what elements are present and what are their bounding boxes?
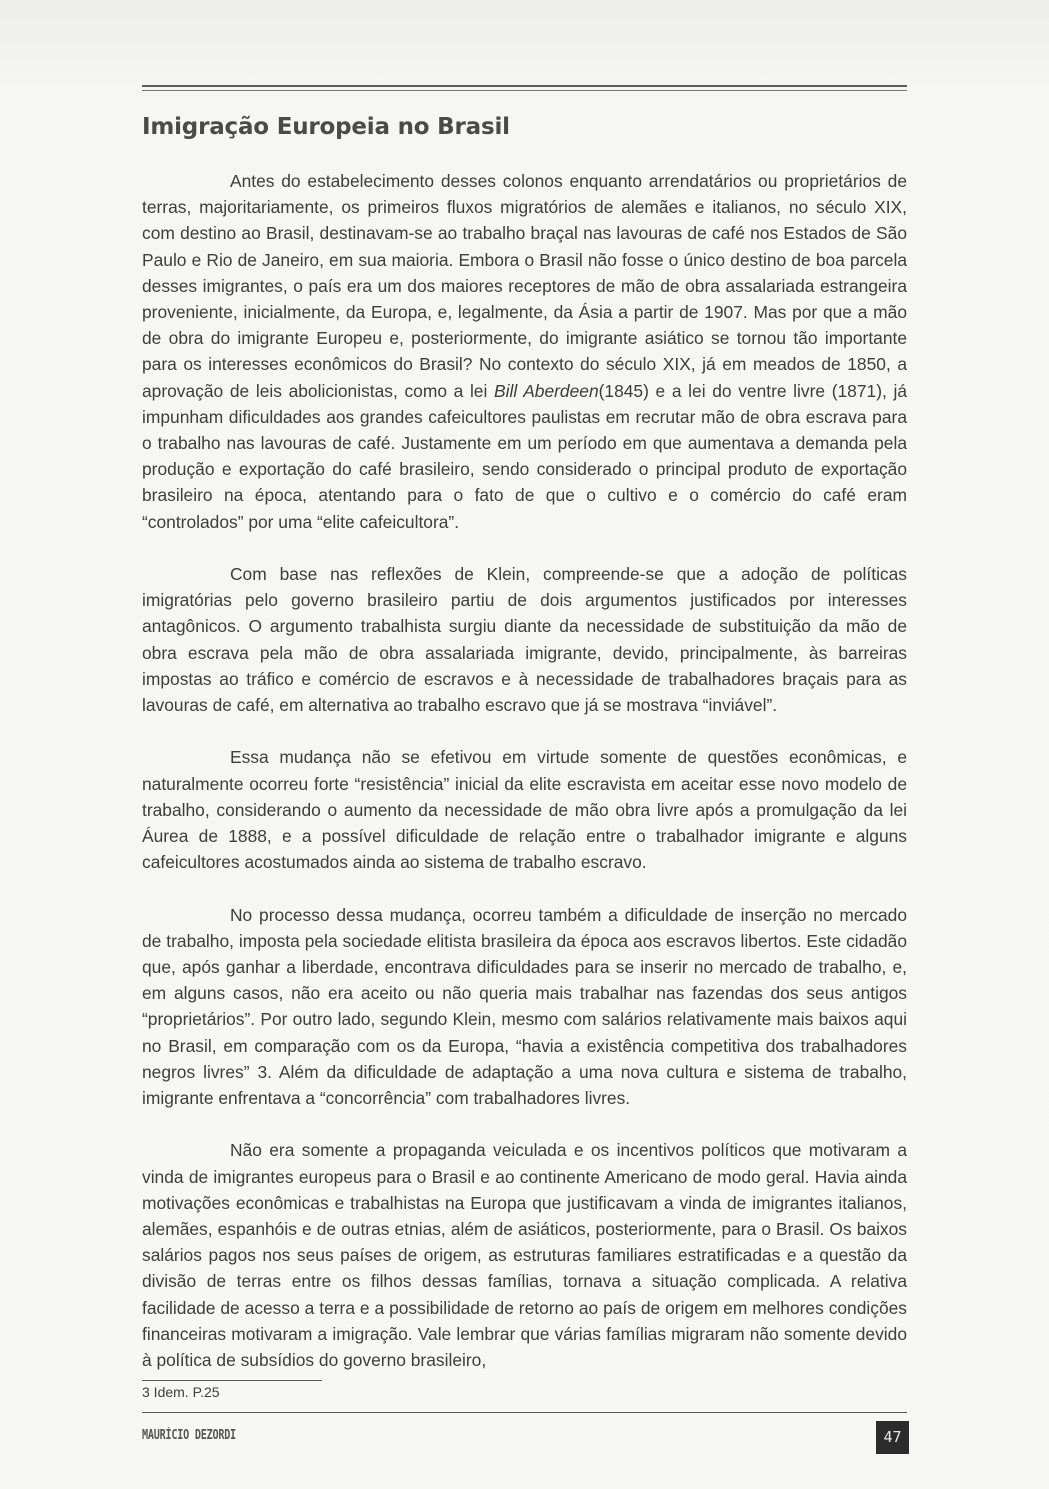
paragraph-3: Essa mudança não se efetivou em virtude somente de questões econômicas, e naturalmente ocorreu forte “resistência” inicial da elite escravista em aceitar esse novo modelo de trabalho, considerando o aumento da necessidade de mão obra livre após a promulgação da lei Áurea de 1888, e a possível dificuldade de relação entre o trabalhador imigrante e alguns cafeicultores acostumados ainda ao sistema de trabalho escravo. [142, 747, 907, 873]
footer-divider [142, 1412, 907, 1413]
header-rule-thin [142, 90, 907, 91]
footer-author: MAURÍCIO DEZORDI [142, 1428, 236, 1443]
section-title: Imigração Europeia no Brasil [142, 114, 510, 140]
italic-law-name: Bill Aberdeen [494, 380, 599, 401]
paragraph-2: Com base nas reflexões de Klein, compreende-se que a adoção de políticas imigratórias pelo governo brasileiro partiu de dois argumentos justificados por interesses antagônicos. O argumento trabalhista surgiu diante da necessidade de substituição da mão de obra escrava pela mão de obra assalariada imigrante, devido, principalmente, às barreiras impostas ao tráfico e comércio de escravos e à necessidade de trabalhadores braçais para as lavouras de café, em alternativa ao trabalho escravo que já se mostrava “inviável”. [142, 564, 907, 716]
header-rule [142, 85, 907, 87]
paragraph-5: Não era somente a propaganda veiculada e os incentivos políticos que motivaram a vinda de imigrantes europeus para o Brasil e ao continente Americano de modo geral. Havia ainda motivações econômicas e trabalhistas na Europa que justificavam a vinda de imigrantes italianos, alemães, espanhóis e de outras etnias, além de asiáticos, posteriormente, para o Brasil. Os baixos salários pagos nos seus países de origem, as estruturas familiares estratificadas e a questão da divisão de terras entre os filhos dessas famílias, tornava a situação complicada. A relativa facilidade de acesso a terra e a possibilidade de retorno ao país de origem em melhores condições financeiras motivaram a imigração. Vale lembrar que várias famílias migraram não somente devido à política de subsídios do governo brasileiro, [142, 1140, 907, 1371]
paragraph-1: Antes do estabelecimento desses colonos enquanto arrendatários ou proprietários de terras, majoritariamente, os primeiros fluxos migratórios de alemães e italianos, no século XIX, com destino ao Brasil, destinavam-se ao trabalho braçal nas lavouras de café nos Estados de São Paulo e Rio de Janeiro, em sua maioria. Embora o Brasil não fosse o único destino de boa parcela desses imigrantes, o país era um dos maiores receptores de mão de obra assalariada estrangeira proveniente, inicialmente, da Europa, e, legalmente, da Ásia a partir de 1907. Mas por que a mão de obra do imigrante Europeu e, posteriormente, do imigrante asiático se tornou tão importante para os interesses econômicos do Brasil? No contexto do século XIX, já em meados de 1850, a aprovação de leis abolicionistas, como a lei Bill Aberdeen(1845) e a lei do ventre livre (1871), já impunham dificuldades aos grandes cafeicultores paulistas em recrutar mão de obra escrava para o trabalho nas lavouras de café. Justamente em um período em que aumentava a demanda pela produção e exportação do café brasileiro, sendo considerado o principal produto de exportação brasileiro na época, atentando para o fato de que o cultivo e o comércio do café eram “controlados” por uma “elite cafeicultora”. [142, 171, 907, 532]
footnote-divider [142, 1380, 322, 1381]
page-number: 47 [876, 1421, 909, 1454]
paragraph-4: No processo dessa mudança, ocorreu também a dificuldade de inserção no mercado de trabalho, imposta pela sociedade elitista brasileira da época aos escravos libertos. Este cidadão que, após ganhar a liberdade, encontrava dificuldades para se inserir no mercado de trabalho, e, em alguns casos, não era aceito ou não queria mais trabalhar nas fazendas dos seus antigos “proprietários”. Por outro lado, segundo Klein, mesmo com salários relativamente mais baixos aqui no Brasil, em comparação com os da Europa, “havia a existência competitiva dos trabalhadores negros livres” 3. Além da dificuldade de adaptação a uma nova cultura e sistema de trabalho, imigrante enfrentava a “concorrência” com trabalhadores livres. [142, 904, 907, 1109]
article-body [142, 168, 907, 1373]
footnote: 3 Idem. P.25 [142, 1384, 220, 1400]
